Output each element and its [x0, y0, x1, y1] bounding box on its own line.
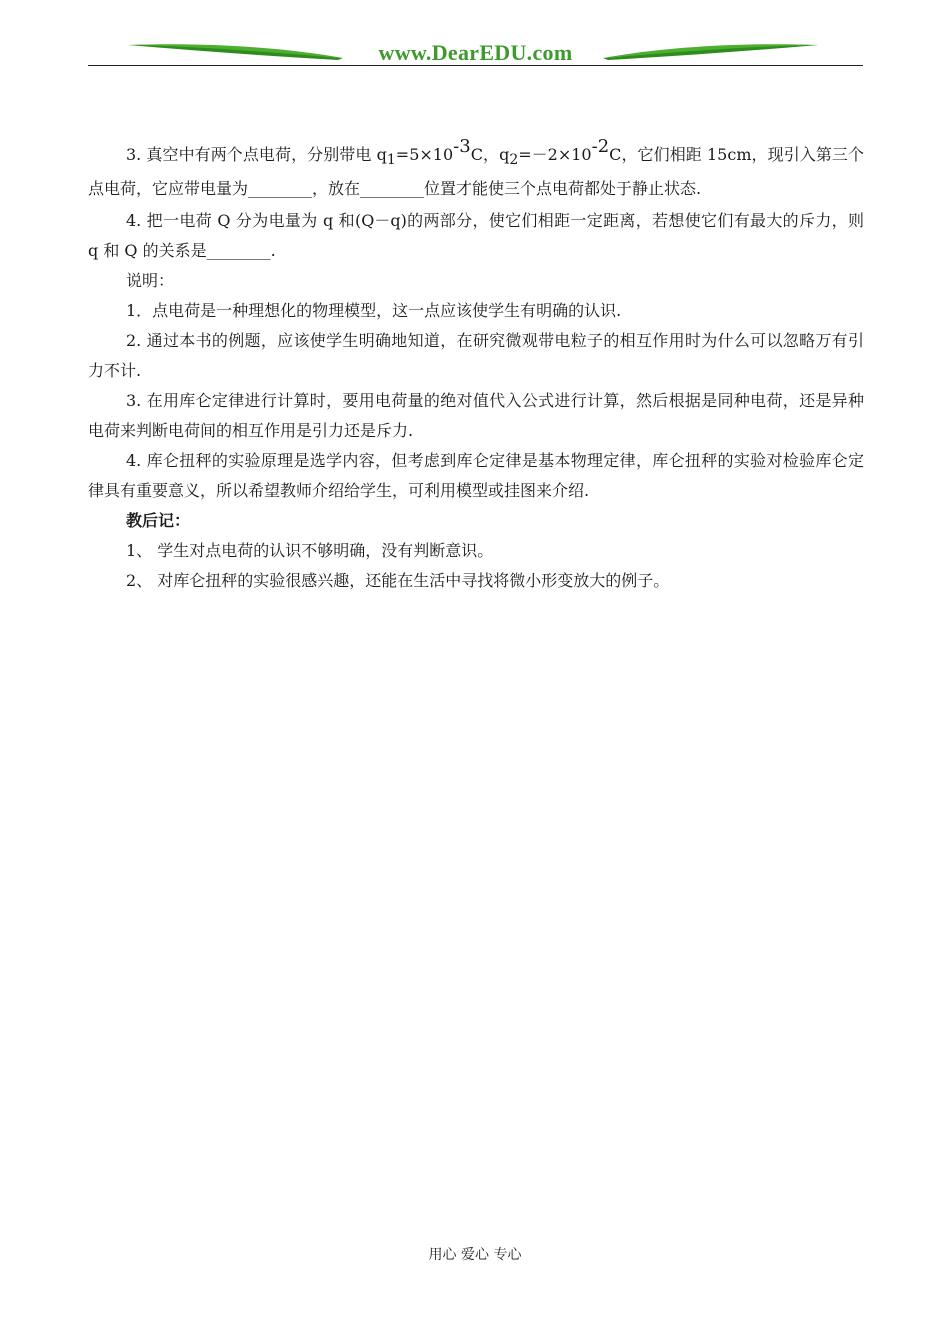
reflection-item: 2、 对库仑扭秤的实验很感兴趣，还能在生活中寻找将微小形变放大的例子。 [126, 571, 670, 590]
document-body [88, 135, 864, 596]
question-3-text: C，q [470, 145, 510, 164]
site-logo: www.DearEDU.com [378, 40, 573, 65]
question-3-text: =－2×10 [518, 145, 592, 164]
reflection-title: 教后记： [126, 511, 191, 530]
notes-title: 说明： [126, 271, 175, 290]
question-3 [88, 135, 864, 206]
question-3-text: C，它们相距 15cm，现引入第三个点电荷，它应带电量为________，放在________位置才能使三个点电荷都处于静止状态. [88, 145, 864, 198]
question-3-text: 3. 真空中有两个点电荷，分别带电 q [126, 145, 387, 164]
question-3-text: =5×10 [395, 145, 454, 164]
note-item: 3. 在用库仑定律进行计算时，要用电荷量的绝对值代入公式进行计算，然后根据是同种电荷，还是异种电荷来判断电荷间的相互作用是引力还是斥力. [88, 391, 864, 440]
page-footer: 用心 爱心 专心 [428, 1247, 522, 1263]
subscript: 1 [386, 152, 396, 169]
question-4: 4. 把一电荷 Q 分为电量为 q 和(Q－q)的两部分，使它们相距一定距离，若想使它们有最大的斥力，则 q 和 Q 的关系是________. [88, 211, 864, 260]
reflection-item: 1、 学生对点电荷的认识不够明确，没有判断意识。 [126, 541, 494, 560]
note-item: 4. 库仑扭秤的实验原理是选学内容，但考虑到库仑定律是基本物理定律，库仑扭秤的实验对检验库仑定律具有重要意义，所以希望教师介绍给学生，可利用模型或挂图来介绍. [88, 451, 864, 500]
note-item: 1．点电荷是一种理想化的物理模型，这一点应该使学生有明确的认识. [126, 301, 622, 320]
header-divider [88, 65, 863, 66]
note-item: 2. 通过本书的例题，应该使学生明确地知道，在研究微观带电粒子的相互作用时为什么可以忽略万有引力不计. [88, 331, 864, 380]
superscript: -2 [591, 135, 610, 157]
subscript: 2 [509, 152, 519, 169]
superscript: -3 [453, 135, 471, 157]
